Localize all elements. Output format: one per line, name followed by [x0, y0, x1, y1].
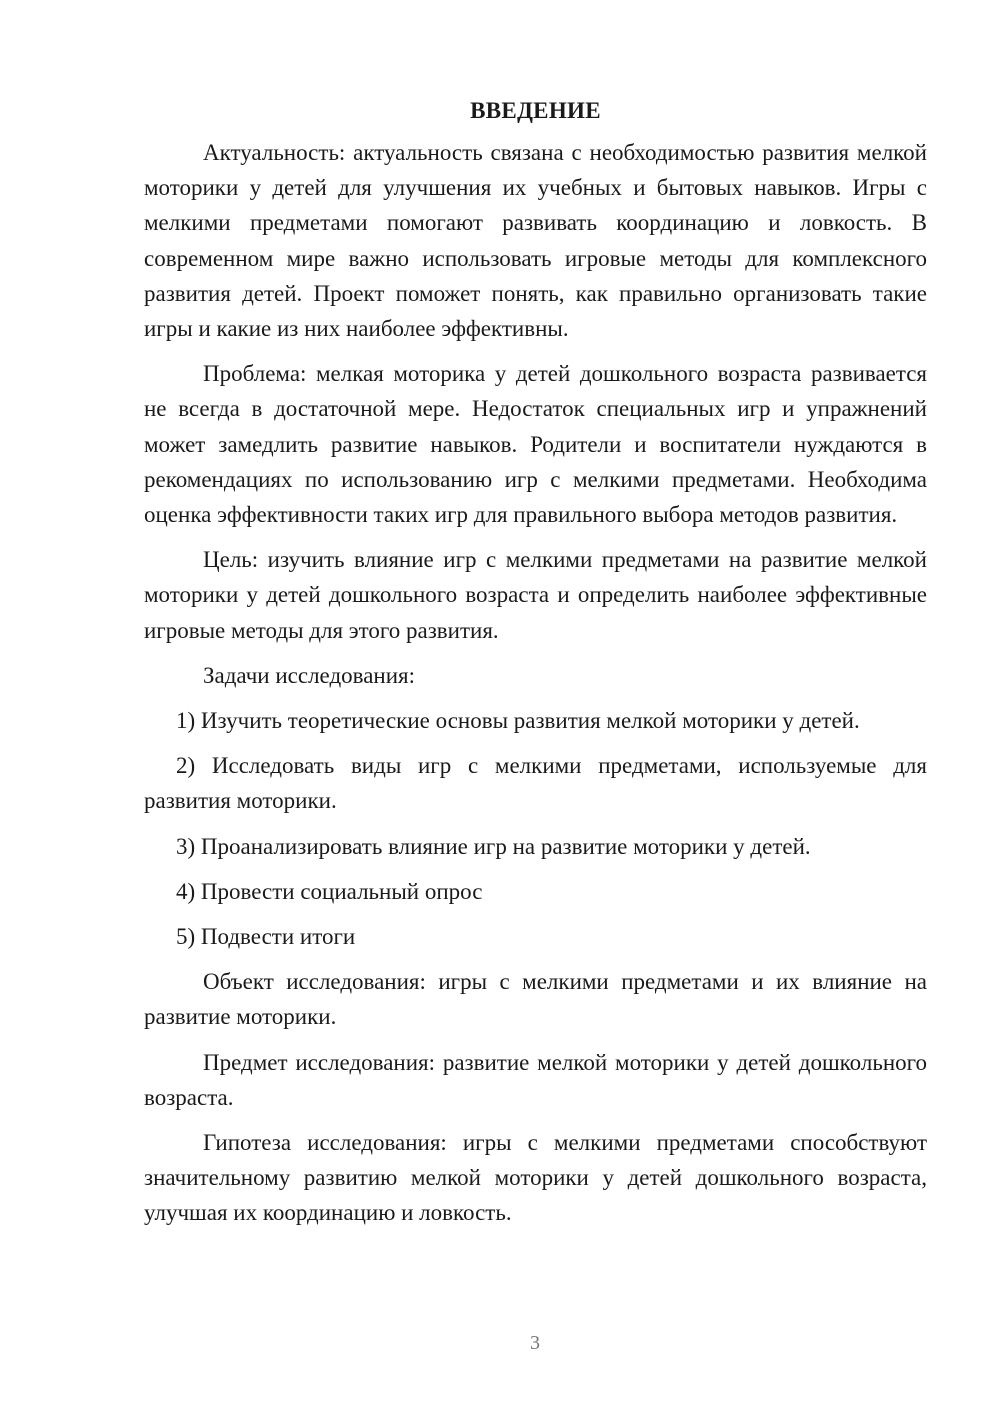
task-item-1: 1) Изучить теоретические основы развития мелкой моторики у детей.	[176, 708, 860, 734]
tasks-heading: Задачи исследования:	[203, 662, 416, 688]
problem-paragraph: Проблема: мелкая моторика у детей дошкольного возраста развивается не всегда в достаточной мере. Недостаток специальных игр и упражнений может замедлить развитие навыков. Родители и воспитатели нуждаются в рекомендациях по использованию игр с мелкими предметами. Необходима оценка эффективности таких игр для правильного выбора методов развития.	[144, 361, 927, 528]
object-paragraph: Объект исследования: игры с мелкими предметами и их влияние на развитие моторики.	[144, 969, 927, 1030]
document-page	[144, 95, 927, 1231]
goal-paragraph: Цель: изучить влияние игр с мелкими предметами на развитие мелкой моторики у детей дошкольного возраста и определить наиболее эффективные игровые методы для этого развития.	[144, 547, 927, 643]
subject-paragraph: Предмет исследования: развитие мелкой моторики у детей дошкольного возраста.	[144, 1049, 927, 1110]
task-item-5: 5) Подвести итоги	[176, 924, 356, 950]
task-item-3: 3) Проанализировать влияние игр на развитие моторики у детей.	[176, 833, 811, 859]
page-title: ВВЕДЕНИЕ	[470, 98, 601, 123]
hypothesis-paragraph: Гипотеза исследования: игры с мелкими предметами способствуют значительному развитию мелкой моторики у детей дошкольного возраста, улучшая их координацию и ловкость.	[144, 1130, 927, 1226]
page-number: 3	[530, 1332, 540, 1354]
task-item-4: 4) Провести социальный опрос	[176, 878, 483, 904]
task-item-2: 2) Исследовать виды игр с мелкими предметами, используемые для развития моторики.	[144, 753, 927, 814]
relevance-paragraph: Актуальность: актуальность связана с необходимостью развития мелкой моторики у детей для улучшения их учебных и бытовых навыков. Игры с мелкими предметами помогают развивать координацию и ловкость. В современном мире важно использовать игровые методы для комплексного развития детей. Проект поможет понять, как правильно организовать такие игры и какие из них наиболее эффективны.	[144, 140, 927, 342]
